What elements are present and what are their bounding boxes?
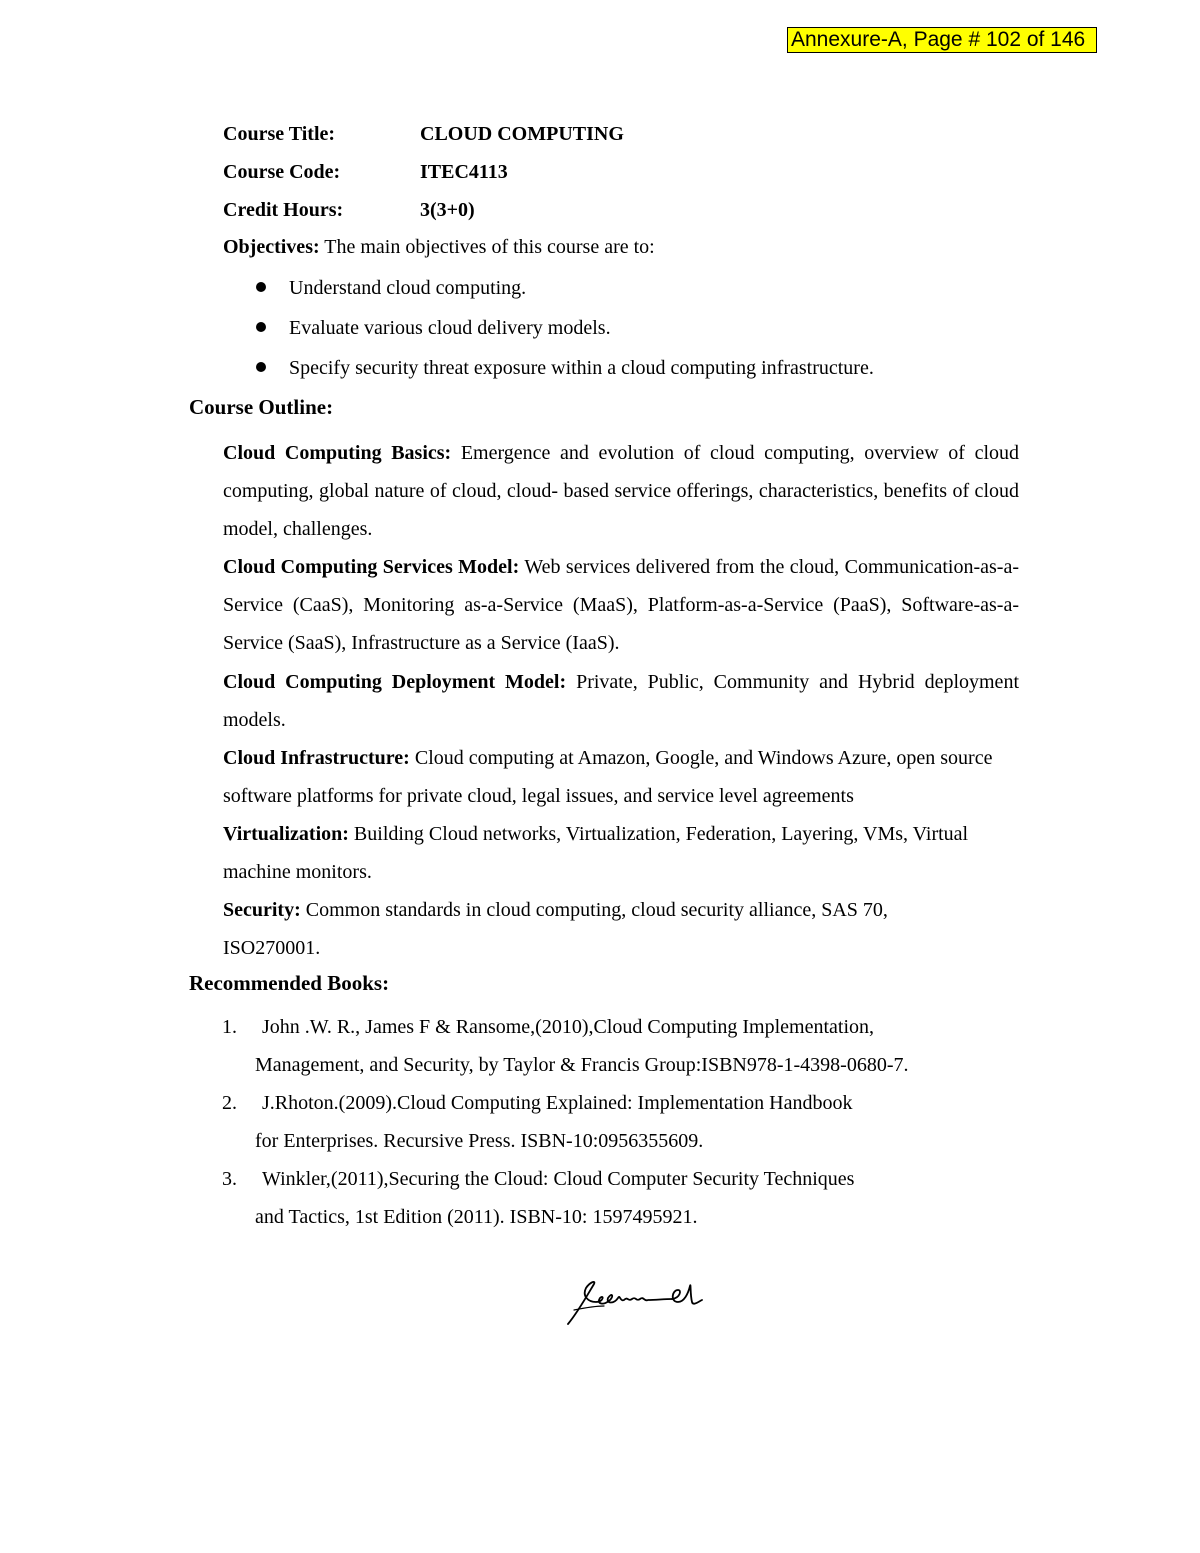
- book-item: [222, 1008, 1022, 1084]
- outline-item-title: Cloud Computing Services Model:: [223, 556, 520, 579]
- annexure-page-label: Annexure-A, Page # 102 of 146: [787, 27, 1097, 53]
- book-number: 1.: [222, 1016, 237, 1038]
- outline-item-title: Cloud Computing Basics:: [223, 442, 452, 464]
- outline-item-text: Cloud computing at Amazon, Google, and Windows Azure, open source software platforms for private cloud, legal issues, and service level agreements: [223, 746, 993, 807]
- outline-item-text: Emergence and evolution of cloud computing, overview of cloud computing, global nature of cloud, cloud- based service offerings, characteristics, benefits of cloud model, challenges.: [223, 442, 1020, 541]
- course-code-value: ITEC4113: [420, 161, 508, 183]
- book-line: for Enterprises. Recursive Press. ISBN-10:0956355609.: [255, 1130, 704, 1152]
- outline-item-text: Web services delivered from the cloud, Communication-as-a-Service (CaaS), Monitoring as-a-Service (MaaS), Platform-as-a-Service (PaaS), Software-as-a-Service (SaaS), Infrastructure as a Service (IaaS).: [223, 556, 1020, 655]
- outline-item: [223, 663, 1019, 739]
- credit-hours-label: Credit Hours:: [223, 199, 344, 221]
- objectives-intro: [223, 236, 655, 259]
- outline-item: [223, 815, 1019, 891]
- course-outline-heading: Course Outline:: [189, 395, 334, 419]
- book-line: Winkler,(2011),Securing the Cloud: Cloud Computer Security Techniques: [262, 1168, 855, 1190]
- outline-item-title: Cloud Computing Deployment Model:: [223, 670, 567, 693]
- bullet-icon: [256, 282, 266, 292]
- book-line: and Tactics, 1st Edition (2011). ISBN-10: 1597495921.: [255, 1206, 698, 1228]
- outline-item: [223, 548, 1019, 662]
- credit-hours-value: 3(3+0): [420, 199, 475, 221]
- book-item: [222, 1084, 1022, 1160]
- outline-item: [223, 891, 1019, 967]
- book-line: J.Rhoton.(2009).Cloud Computing Explained: Implementation Handbook: [262, 1092, 853, 1114]
- objectives-intro-text: The main objectives of this course are to:: [319, 236, 655, 258]
- bullet-icon: [256, 322, 266, 332]
- course-title-label: Course Title:: [223, 123, 336, 145]
- outline-item-title: Cloud Infrastructure:: [223, 746, 410, 769]
- course-code-row: [223, 161, 508, 184]
- outline-item-text: Common standards in cloud computing, cloud security alliance, SAS 70, ISO270001.: [223, 899, 888, 960]
- book-number: 3.: [222, 1168, 237, 1190]
- course-outline: [223, 434, 1019, 967]
- book-line: John .W. R., James F & Ransome,(2010),Cloud Computing Implementation,: [262, 1016, 875, 1038]
- recommended-books-heading: Recommended Books:: [189, 971, 390, 995]
- outline-item-text: Building Cloud networks, Virtualization, Federation, Layering, VMs, Virtual machine monitors.: [223, 822, 969, 884]
- outline-item-title: Security:: [223, 899, 301, 922]
- book-line: Management, and Security, by Taylor & Francis Group:ISBN978-1-4398-0680-7.: [255, 1054, 909, 1076]
- outline-item-title: Virtualization:: [223, 822, 349, 845]
- book-number: 2.: [222, 1092, 237, 1114]
- outline-item: [223, 739, 1019, 815]
- book-item: [222, 1160, 1022, 1236]
- recommended-books-list: [222, 1008, 1022, 1236]
- outline-item-text: Private, Public, Community and Hybrid deployment models.: [223, 670, 1019, 731]
- bullet-icon: [256, 362, 266, 372]
- course-title-row: [223, 123, 624, 146]
- course-title-value: CLOUD COMPUTING: [420, 123, 624, 145]
- signature-image: [560, 1272, 720, 1332]
- course-code-label: Course Code:: [223, 161, 341, 183]
- outline-item: [223, 434, 1019, 548]
- objectives-label: Objectives:: [223, 236, 320, 258]
- credit-hours-row: [223, 199, 475, 222]
